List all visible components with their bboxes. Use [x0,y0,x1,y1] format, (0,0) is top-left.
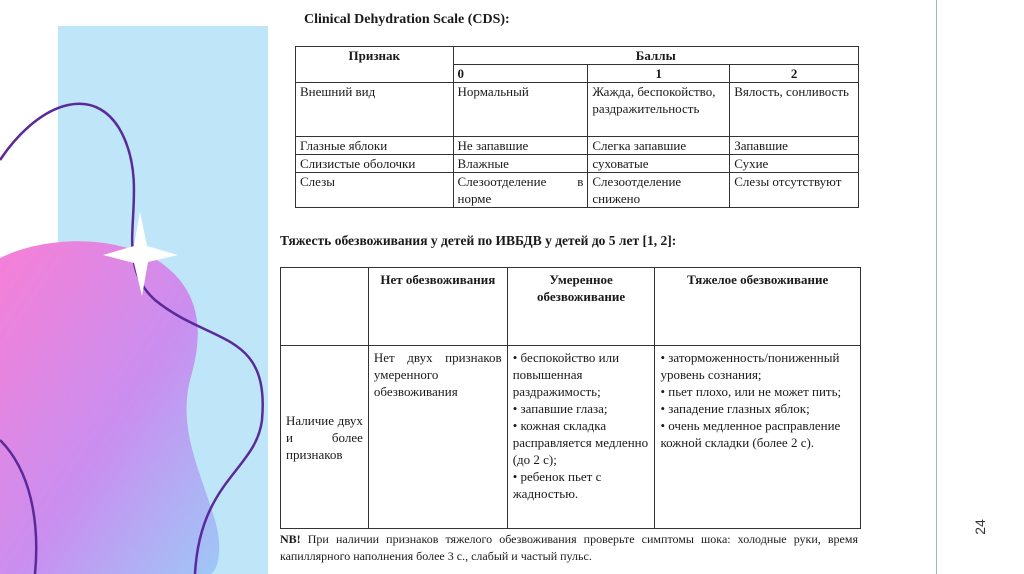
table-row [296,137,859,155]
score2-cell: Вялость, сонливость [730,83,859,137]
score0-cell: Слезоотделение в норме [453,173,588,208]
sign-cell: Глазные яблоки [296,137,454,155]
moderate-cell [507,346,655,529]
severity-row [281,346,861,529]
score2-cell: Слезы отсутствуют [730,173,859,208]
cds-title: Clinical Dehydration Scale (CDS): [304,12,510,27]
header-severe-dehydration: Тяжелое обезвоживание [655,268,861,346]
header-sign: Признак [296,47,454,83]
note-label: NB! [280,532,301,546]
score-2: 2 [730,65,859,83]
score2-cell: Запавшие [730,137,859,155]
sign-cell: Слезы [296,173,454,208]
score1-cell: суховатые [588,155,730,173]
list-item: • кожная складка расправляется медленно (до 2 с); [513,417,650,468]
list-item: • запавшие глаза; [513,400,650,417]
no-dehydration-cell: Нет двух признаков умеренного обезвоживания [368,346,507,529]
score-1: 1 [588,65,730,83]
severity-table [280,267,861,529]
row-label: Наличие двух и более признаков [281,346,369,529]
table-row [296,173,859,208]
score0-cell: Нормальный [453,83,588,137]
cds-header-row [296,47,859,65]
list-item: • беспокойство или повышенная раздражимость; [513,349,650,400]
list-item: • заторможенность/пониженный уровень сознания; [660,349,855,383]
cds-table [295,46,859,208]
severity-title: Тяжесть обезвоживания у детей по ИВБДВ у детей до 5 лет [1, 2]: [280,233,677,248]
vertical-rule [936,0,937,574]
list-item: • западение глазных яблок; [660,400,855,417]
header-moderate-dehydration: Умеренное обезвоживание [507,268,655,346]
sign-cell: Слизистые оболочки [296,155,454,173]
header-no-dehydration: Нет обезвоживания [368,268,507,346]
header-points: Баллы [453,47,858,65]
decorative-shapes [0,0,280,574]
score2-cell: Сухие [730,155,859,173]
score1-cell: Слезоотделение снижено [588,173,730,208]
sign-cell: Внешний вид [296,83,454,137]
note-text: При наличии признаков тяжелого обезвоживания проверьте симптомы шока: холодные руки, время капиллярного наполнения более 3 с., слабый и частый пульс. [280,532,858,563]
table-row [296,155,859,173]
table-row [296,83,859,137]
score1-cell: Слегка запавшие [588,137,730,155]
severity-header-row [281,268,861,346]
severe-cell [655,346,861,529]
empty-header-cell [281,268,369,346]
score-0: 0 [453,65,588,83]
note [280,531,858,565]
list-item: • пьет плохо, или не может пить; [660,383,855,400]
score1-cell: Жажда, беспокойство, раздражительность [588,83,730,137]
page-number: 24 [972,519,988,535]
score0-cell: Влажные [453,155,588,173]
score0-cell: Не запавшие [453,137,588,155]
list-item: • очень медленное расправление кожной складки (более 2 с). [660,417,855,451]
list-item: • ребенок пьет с жадностью. [513,468,650,502]
